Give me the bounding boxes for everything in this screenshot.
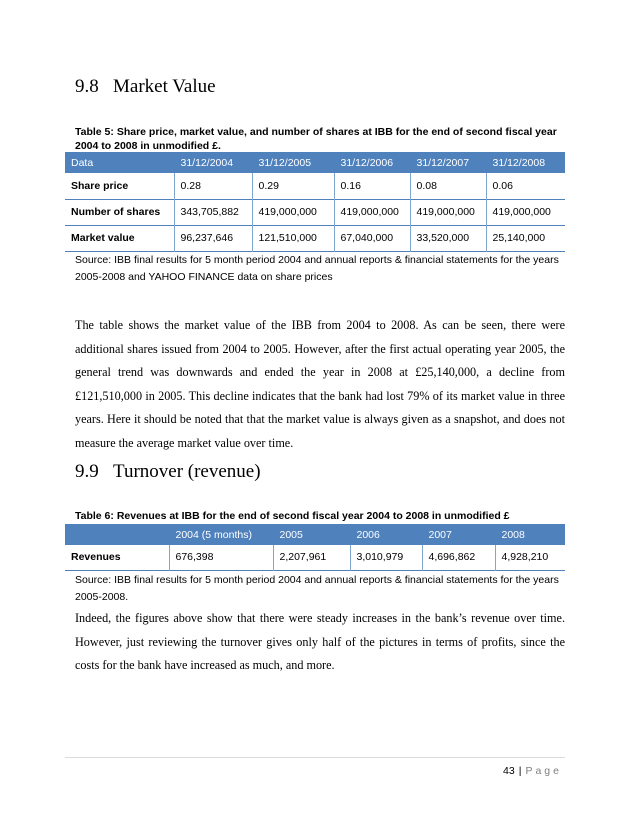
header-cell: 2005 xyxy=(273,524,350,545)
table-row xyxy=(65,545,565,570)
header-cell: 2008 xyxy=(495,524,565,545)
header-cell: Data xyxy=(65,152,174,173)
section-title: Turnover (revenue) xyxy=(113,461,261,482)
table-cell: 419,000,000 xyxy=(486,199,565,225)
table-cell: 343,705,882 xyxy=(174,199,252,225)
table-cell: 0.06 xyxy=(486,173,565,199)
header-cell: 31/12/2004 xyxy=(174,152,252,173)
table-row xyxy=(65,199,565,225)
table-row xyxy=(65,173,565,199)
table-cell: 419,000,000 xyxy=(410,199,486,225)
table-cell: 0.16 xyxy=(334,173,410,199)
header-cell: 31/12/2005 xyxy=(252,152,334,173)
section-title: Market Value xyxy=(113,76,216,97)
section-number: 9.9 xyxy=(75,461,99,482)
table-header-row xyxy=(65,152,565,173)
table-cell: 25,140,000 xyxy=(486,225,565,251)
row-label: Market value xyxy=(71,232,135,244)
page-footer xyxy=(503,765,562,777)
table-cell: 419,000,000 xyxy=(252,199,334,225)
header-cell: 2007 xyxy=(422,524,495,545)
table-5-source: Source: IBB final results for 5 month period 2004 and annual reports & financial statements for the years 2005-2008 and YAHOO FINANCE data on share prices xyxy=(75,254,559,283)
page-label: Page xyxy=(525,765,562,777)
table-row xyxy=(65,225,565,251)
revenue-table xyxy=(65,524,565,571)
footer-separator: | xyxy=(518,765,522,777)
table-cell: 0.08 xyxy=(410,173,486,199)
section-heading-market-value xyxy=(75,76,216,98)
page-number: 43 xyxy=(503,765,515,777)
header-cell: 2004 (5 months) xyxy=(169,524,273,545)
table-cell: 4,696,862 xyxy=(422,545,495,570)
header-cell: 31/12/2008 xyxy=(486,152,565,173)
table-cell: 0.29 xyxy=(252,173,334,199)
header-cell: 31/12/2006 xyxy=(334,152,410,173)
header-cell xyxy=(65,524,169,545)
table-cell: 121,510,000 xyxy=(252,225,334,251)
table-cell: 33,520,000 xyxy=(410,225,486,251)
footer-divider xyxy=(65,757,565,758)
row-label: Share price xyxy=(71,179,129,192)
section-number: 9.8 xyxy=(75,76,99,97)
market-value-table xyxy=(65,152,565,252)
table-cell: 96,237,646 xyxy=(174,225,252,251)
table-cell: 2,207,961 xyxy=(273,545,350,570)
table-cell: 676,398 xyxy=(169,545,273,570)
table-cell: 419,000,000 xyxy=(334,199,410,225)
table-cell: 0.28 xyxy=(174,173,252,199)
table-cell: 4,928,210 xyxy=(495,545,565,570)
table-cell: 3,010,979 xyxy=(350,545,422,570)
section-heading-turnover xyxy=(75,461,261,483)
table-header-row xyxy=(65,524,565,545)
market-value-paragraph: The table shows the market value of the IBB from 2004 to 2008. As can be seen, there were additional shares issued from 2004 to 2005. However, after the first actual operating year 2005, the general trend was downwards and ended the year in 2008 at £25,140,000, a decline from £121,510,000 in 2005. This decline indicates that the bank had lost 79% of its market value in three years. Here it should be noted that that the market value is always given as a snapshot, and does not measure the average market value over time. xyxy=(75,318,565,450)
table-6-caption: Table 6: Revenues at IBB for the end of second fiscal year 2004 to 2008 in unmodified £ xyxy=(75,510,510,522)
row-label: Number of shares xyxy=(71,206,161,218)
table-6-source: Source: IBB final results for 5 month period 2004 and annual reports & financial statements for the years 2005-2008. xyxy=(75,574,559,603)
table-5-caption: Table 5: Share price, market value, and number of shares at IBB for the end of second fiscal year 2004 to 2008 in unmodified £. xyxy=(75,126,557,152)
row-label: Revenues xyxy=(71,551,121,564)
table-cell: 67,040,000 xyxy=(334,225,410,251)
header-cell: 2006 xyxy=(350,524,422,545)
header-cell: 31/12/2007 xyxy=(410,152,486,173)
turnover-paragraph: Indeed, the figures above show that there were steady increases in the bank’s revenue over time. However, just reviewing the turnover gives only half of the pictures in terms of profits, since the costs for the bank have increased as much, and more. xyxy=(75,611,565,672)
